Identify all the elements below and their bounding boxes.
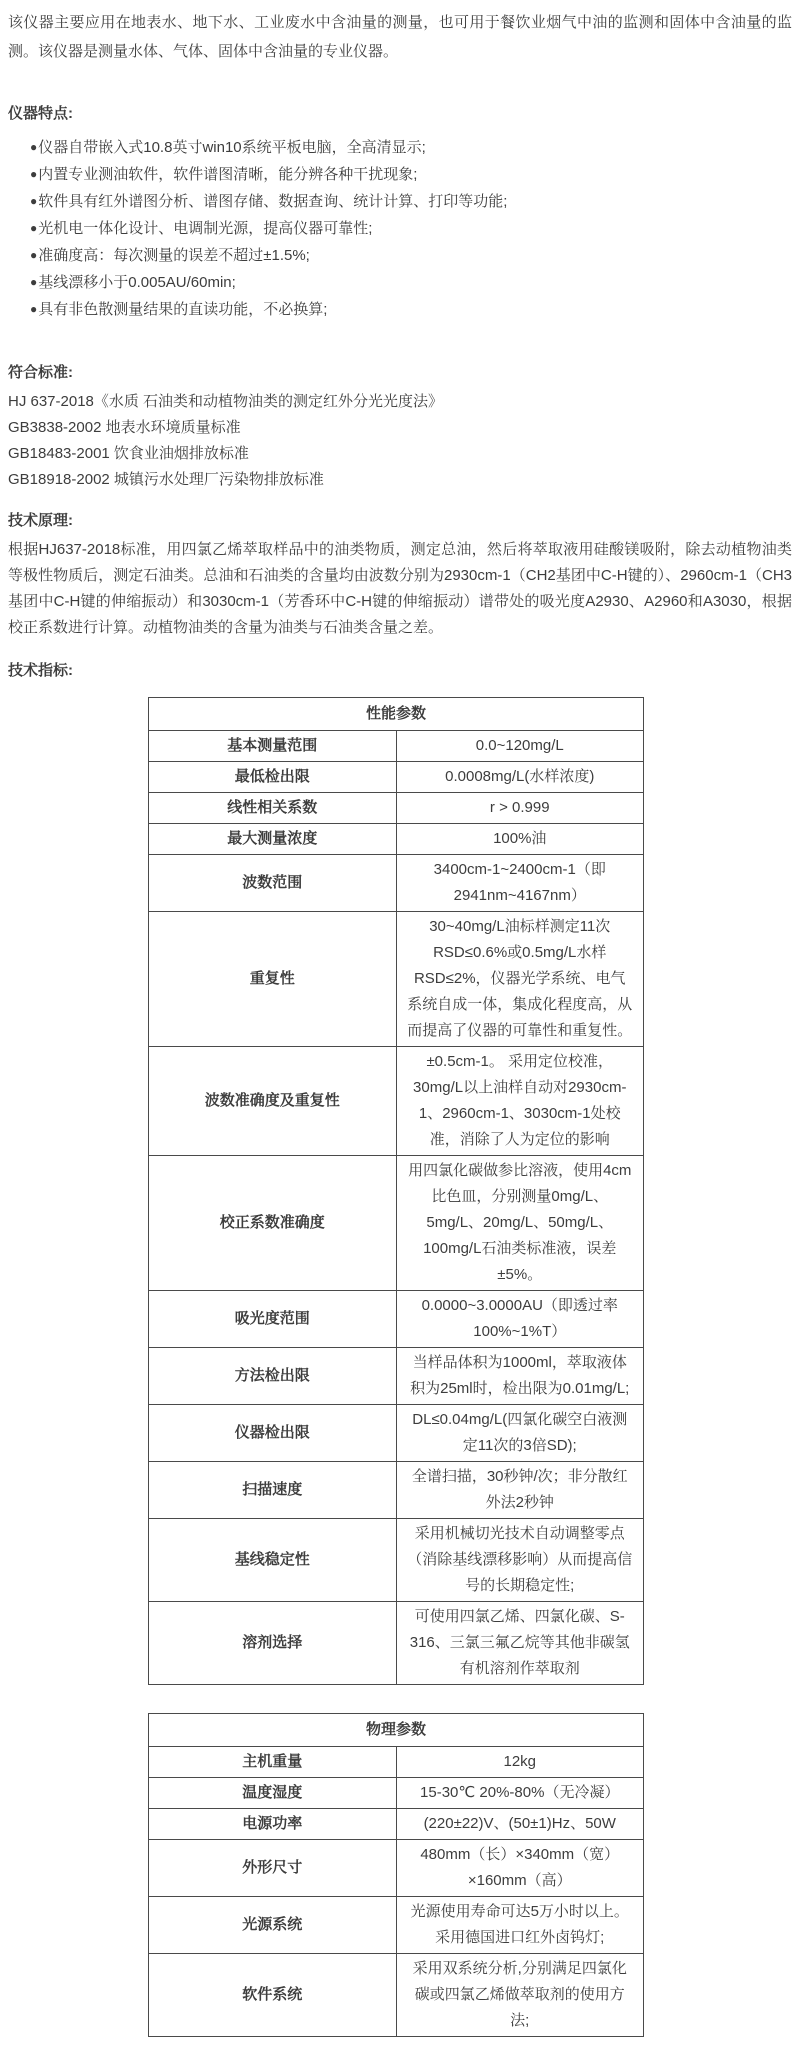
spec-label: 光源系统 xyxy=(149,1897,397,1954)
standard-item: GB18483-2001 饮食业油烟排放标准 xyxy=(8,445,249,462)
spec-value: 100%油 xyxy=(396,824,644,855)
standards-list xyxy=(8,389,792,493)
spec-label: 最大测量浓度 xyxy=(149,824,397,855)
table-row xyxy=(149,1047,644,1156)
bullet-icon: ● xyxy=(30,275,38,289)
spec-value: DL≤0.04mg/L(四氯化碳空白液测定11次的3倍SD); xyxy=(396,1405,644,1462)
feature-text: 光机电一体化设计、电调制光源，提高仪器可靠性; xyxy=(38,220,373,237)
spec-label: 重复性 xyxy=(149,912,397,1047)
spec-label: 校正系数准确度 xyxy=(149,1156,397,1291)
standard-item: GB3838-2002 地表水环境质量标准 xyxy=(8,419,241,436)
table-row xyxy=(149,1519,644,1602)
specs-heading: 技术指标: xyxy=(8,662,73,679)
table-row xyxy=(149,762,644,793)
spec-label: 主机重量 xyxy=(149,1747,397,1778)
table-row xyxy=(149,1954,644,2037)
spec-label: 线性相关系数 xyxy=(149,793,397,824)
feature-item xyxy=(30,134,792,161)
spec-label: 溶剂选择 xyxy=(149,1602,397,1685)
bullet-icon: ● xyxy=(30,221,38,235)
bullet-icon: ● xyxy=(30,302,38,316)
bullet-icon: ● xyxy=(30,167,38,181)
principle-paragraph: 根据HJ637-2018标准，用四氯乙烯萃取样品中的油类物质，测定总油，然后将萃取液用硅酸镁吸附，除去动植物油类等极性物质后，测定石油类。总油和石油类的含量均由波数分别为2930cm-1（CH2基团中C-H键的）、2960cm-1（CH3基团中C-H键的伸缩振动）和3030cm-1（芳香环中C-H键的伸缩振动）谱带处的吸光度A2930、A2960和A3030，根据校正系数进行计算。动植物油类的含量为油类与石油类含量之差。 xyxy=(8,541,792,636)
table-row xyxy=(149,731,644,762)
spec-value: 15-30℃ 20%-80%（无冷凝） xyxy=(396,1778,644,1809)
spec-value: 全谱扫描，30秒钟/次；非分散红外法2秒钟 xyxy=(396,1462,644,1519)
spec-value: 采用双系统分析,分别满足四氯化碳或四氯乙烯做萃取剂的使用方法; xyxy=(396,1954,644,2037)
spec-value: 0.0~120mg/L xyxy=(396,731,644,762)
table-row xyxy=(149,1747,644,1778)
table-title-row xyxy=(149,1714,644,1747)
feature-item xyxy=(30,296,792,323)
features-section xyxy=(8,100,792,323)
table-title: 性能参数 xyxy=(149,698,644,731)
feature-item xyxy=(30,188,792,215)
spec-value: 30~40mg/L油标样测定11次 RSD≤0.6%或0.5mg/L水样RSD≤2%，仪器光学系统、电气系统自成一体，集成化程度高，从而提高了仪器的可靠性和重复性。 xyxy=(396,912,644,1047)
feature-text: 具有非色散测量结果的直读功能，不必换算; xyxy=(38,301,328,318)
bullet-icon: ● xyxy=(30,140,38,154)
standards-heading: 符合标准: xyxy=(8,364,73,381)
feature-text: 软件具有红外谱图分析、谱图存储、数据查询、统计计算、打印等功能; xyxy=(38,193,508,210)
principle-section xyxy=(8,507,792,641)
physical-table xyxy=(148,1713,644,2037)
feature-text: 仪器自带嵌入式10.8英寸win10系统平板电脑，全高清显示; xyxy=(38,139,426,156)
feature-text: 内置专业测油软件，软件谱图清晰，能分辨各种干扰现象; xyxy=(38,166,418,183)
intro-paragraph: 该仪器主要应用在地表水、地下水、工业废水中含油量的测量，也可用于餐饮业烟气中油的监测和固体中含油量的监测。该仪器是测量水体、气体、固体中含油量的专业仪器。 xyxy=(8,14,792,60)
spec-value: 12kg xyxy=(396,1747,644,1778)
table-title-row xyxy=(149,698,644,731)
performance-table xyxy=(148,697,644,1685)
spec-label: 温度湿度 xyxy=(149,1778,397,1809)
spec-value: 采用机械切光技术自动调整零点（消除基线漂移影响）从而提高信号的长期稳定性; xyxy=(396,1519,644,1602)
table-row xyxy=(149,1291,644,1348)
bullet-icon: ● xyxy=(30,194,38,208)
spec-label: 波数准确度及重复性 xyxy=(149,1047,397,1156)
bullet-icon: ● xyxy=(30,248,38,262)
spec-value: 0.0008mg/L(水样浓度) xyxy=(396,762,644,793)
specs-section xyxy=(8,657,792,2037)
spec-value: ±0.5cm-1。 采用定位校准，30mg/L以上油样自动对2930cm-1、2960cm-1、3030cm-1处校准，消除了人为定位的影响 xyxy=(396,1047,644,1156)
spec-value: r > 0.999 xyxy=(396,793,644,824)
spec-value: 光源使用寿命可达5万小时以上。采用德国进口红外卤钨灯; xyxy=(396,1897,644,1954)
spec-label: 基本测量范围 xyxy=(149,731,397,762)
features-list xyxy=(30,134,792,323)
spec-label: 扫描速度 xyxy=(149,1462,397,1519)
spec-label: 电源功率 xyxy=(149,1809,397,1840)
spec-label: 仪器检出限 xyxy=(149,1405,397,1462)
spec-label: 外形尺寸 xyxy=(149,1840,397,1897)
features-heading: 仪器特点: xyxy=(8,105,73,122)
standards-section xyxy=(8,359,792,493)
table-row xyxy=(149,1462,644,1519)
table-row xyxy=(149,912,644,1047)
spec-label: 最低检出限 xyxy=(149,762,397,793)
table-row xyxy=(149,1809,644,1840)
table-row xyxy=(149,855,644,912)
spec-label: 方法检出限 xyxy=(149,1348,397,1405)
spec-value: 0.0000~3.0000AU（即透过率100%~1%T） xyxy=(396,1291,644,1348)
table-row xyxy=(149,1348,644,1405)
table-title: 物理参数 xyxy=(149,1714,644,1747)
spec-value: 当样品体积为1000ml，萃取液体积为25ml时，检出限为0.01mg/L; xyxy=(396,1348,644,1405)
feature-item xyxy=(30,242,792,269)
table-row xyxy=(149,824,644,855)
table-row xyxy=(149,1602,644,1685)
spec-value: (220±22)V、(50±1)Hz、50W xyxy=(396,1809,644,1840)
spec-label: 软件系统 xyxy=(149,1954,397,2037)
spec-value: 可使用四氯乙烯、四氯化碳、S-316、三氯三氟乙烷等其他非碳氢有机溶剂作萃取剂 xyxy=(396,1602,644,1685)
table-row xyxy=(149,1156,644,1291)
feature-item xyxy=(30,269,792,296)
feature-text: 基线漂移小于0.005AU/60min; xyxy=(38,274,236,291)
spec-value: 480mm（长）×340mm（宽）×160mm（高） xyxy=(396,1840,644,1897)
spec-value: 3400cm-1~2400cm-1（即2941nm~4167nm） xyxy=(396,855,644,912)
spec-label: 基线稳定性 xyxy=(149,1519,397,1602)
principle-heading: 技术原理: xyxy=(8,512,73,529)
table-row xyxy=(149,1840,644,1897)
feature-item xyxy=(30,215,792,242)
table-row xyxy=(149,793,644,824)
spec-label: 吸光度范围 xyxy=(149,1291,397,1348)
table-row xyxy=(149,1405,644,1462)
feature-item xyxy=(30,161,792,188)
spec-value: 用四氯化碳做参比溶液，使用4cm比色皿，分别测量0mg/L、5mg/L、20mg/L、50mg/L、100mg/L石油类标准液，误差±5%。 xyxy=(396,1156,644,1291)
feature-text: 准确度高：每次测量的误差不超过±1.5%; xyxy=(38,247,310,264)
standard-item: HJ 637-2018《水质 石油类和动植物油类的测定红外分光光度法》 xyxy=(8,393,444,410)
spec-label: 波数范围 xyxy=(149,855,397,912)
standard-item: GB18918-2002 城镇污水处理厂污染物排放标准 xyxy=(8,471,324,488)
table-row xyxy=(149,1897,644,1954)
table-row xyxy=(149,1778,644,1809)
